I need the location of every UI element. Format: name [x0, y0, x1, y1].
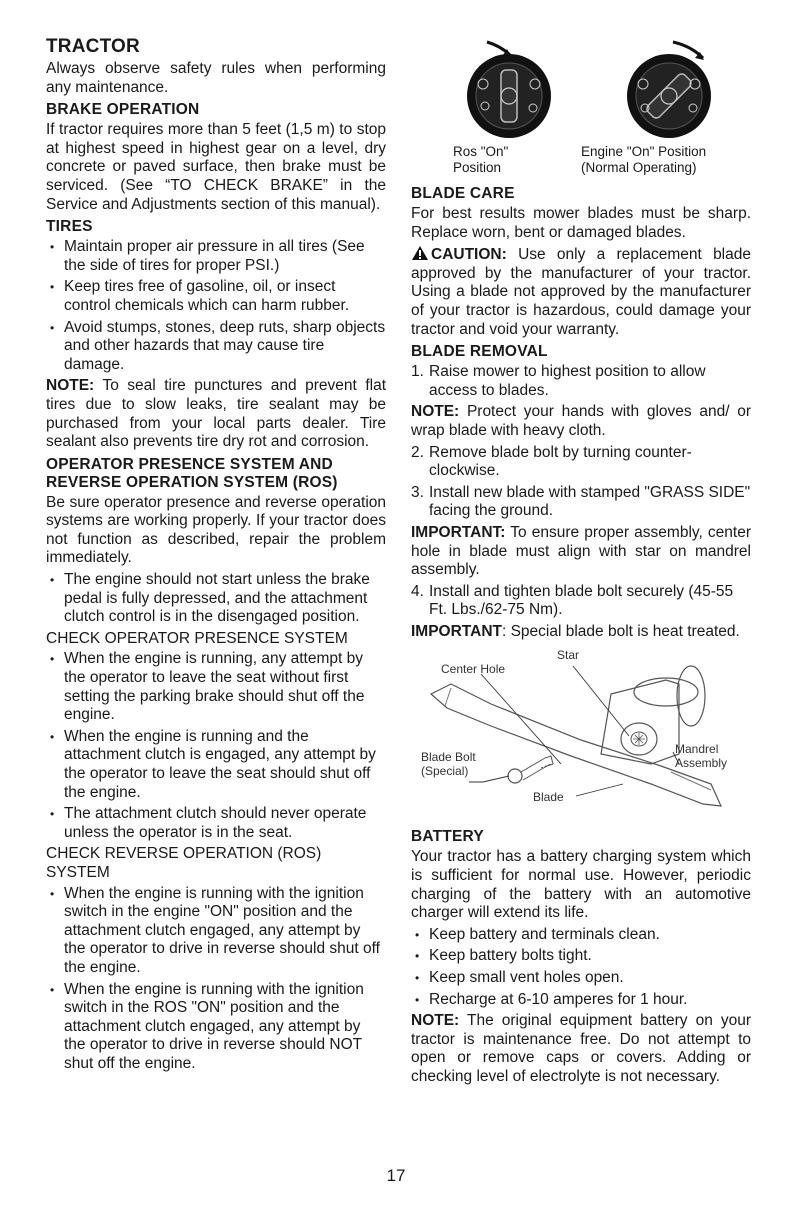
list-item: • The attachment clutch should never operate unless the operator is in the seat. — [50, 805, 367, 841]
tires-heading: TIRES — [46, 218, 93, 236]
fig-label-blade-bolt: Blade Bolt (Special) — [421, 750, 476, 779]
list-item: • When the engine is running with the ignition switch in the engine "ON" position and the attachment clutch engaged, any attempt by the operator to drive in reverse should shut off the engine. — [50, 884, 380, 976]
check-operator-presence-list — [46, 650, 386, 842]
right-column — [411, 36, 751, 1090]
fig-label-mandrel-assembly: Mandrel Assembly — [675, 742, 728, 771]
blade-care-heading: BLADE CARE — [411, 185, 515, 202]
list-item: • When the engine is running, any attempt by the operator to leave the seat without first setting the parking brake should shut off the engine. — [50, 650, 365, 724]
operator-presence-heading: OPERATOR PRESENCE SYSTEM AND REVERSE OPERATION SYSTEM (ROS) — [46, 455, 338, 491]
page-number: 17 — [386, 1166, 406, 1185]
engine-knob-icon — [627, 42, 711, 138]
battery-heading: BATTERY — [411, 828, 484, 846]
list-item: • When the engine is running with the ignition switch in the ROS "ON" position and the attachment clutch engaged, any attempt by the operator to drive in reverse should NOT shut off the engine. — [50, 980, 364, 1072]
blade-assembly-figure — [411, 644, 751, 824]
caution-paragraph: CAUTION: Use only a replacement blade approved by the manufacturer of your tractor. Using a blade not approved by the manufacturer of your tractor is hazardous, could damage your tractor and void your warranty. — [411, 246, 751, 338]
list-item: 4. Install and tighten blade bolt securely (45-55 Ft. Lbs./62-75 Nm). — [411, 582, 734, 619]
tractor-intro: Always observe safety rules when performing any maintenance. — [46, 60, 386, 96]
list-item: 1. Raise mower to highest position to allow access to blades. — [411, 363, 706, 399]
ignition-knob-figure — [411, 36, 751, 181]
fig-label-star: Star — [557, 648, 580, 663]
list-item: • Maintain proper air pressure in all tires (See the side of tires for proper PSI.) — [50, 238, 365, 274]
tires-list — [46, 238, 386, 374]
ignition-knobs-illustration — [411, 36, 751, 141]
ros-knob-icon — [467, 42, 551, 138]
blade-removal-step-4 — [411, 583, 751, 620]
battery-list — [411, 926, 751, 1009]
battery-text: Your tractor has a battery charging system which is sufficient for normal use. However, periodic charging of the battery with an automotive charger will extend its life. — [411, 848, 751, 922]
tractor-heading: TRACTOR — [46, 36, 140, 57]
blade-removal-heading: BLADE REMOVAL — [411, 343, 548, 361]
brake-operation-heading: BRAKE OPERATION — [46, 101, 200, 119]
list-item: • Keep battery bolts tight. — [415, 947, 592, 965]
check-ros-heading: CHECK REVERSE OPERATION (ROS) SYSTEM — [46, 845, 322, 881]
list-item: • The engine should not start unless the brake pedal is fully depressed, and the attachment clutch control is in the disengaged position. — [50, 571, 370, 626]
blade-removal-step-1 — [411, 363, 751, 400]
list-item: • Avoid stumps, stones, deep ruts, sharp objects and other hazards that may cause tire damage. — [50, 318, 386, 373]
check-operator-presence-heading: CHECK OPERATOR PRESENCE SYSTEM — [46, 629, 348, 647]
warning-triangle-icon — [411, 245, 429, 261]
blade-care-text: For best results mower blades must be sharp. Replace worn, bent or damaged blades. — [411, 205, 751, 241]
important-note-2: IMPORTANT: Special blade bolt is heat treated. — [411, 622, 740, 640]
list-item: • Keep battery and terminals clean. — [415, 925, 660, 943]
list-item: • Keep small vent holes open. — [415, 969, 624, 987]
important-note-1: IMPORTANT: To ensure proper assembly, center hole in blade must align with star on mandrel assembly. — [411, 523, 752, 579]
battery-note: NOTE: The original equipment battery on your tractor is maintenance free. Do not attempt to open or remove caps or covers. Adding or checking level of electrolyte is not necessary. — [411, 1012, 751, 1085]
list-item: 3. Install new blade with stamped "GRASS SIDE" facing the ground. — [411, 483, 751, 520]
blade-bolt-icon — [508, 756, 553, 783]
brake-operation-text: If tractor requires more than 5 feet (1,5 m) to stop at highest speed in highest gear on a level, dry concrete or paved surface, then brake must be serviced. (See “TO CHECK BRAKE” in the Service and Adjustments section of this manual). — [46, 121, 386, 213]
blade-removal-steps-2-3 — [411, 444, 751, 521]
fig-label-blade: Blade — [533, 790, 564, 805]
operator-presence-text: Be sure operator presence and reverse operation systems are working properly. If your tractor does not function as described, repair the problem immediately. — [46, 493, 386, 567]
fig-label-center-hole: Center Hole — [441, 662, 506, 677]
list-item: • Keep tires free of gasoline, oil, or insect control chemicals which can harm rubber. — [50, 278, 350, 314]
list-item: 2. Remove blade bolt by turning counter-clockwise. — [411, 443, 692, 480]
left-column — [46, 36, 386, 1077]
list-item: • When the engine is running and the attachment clutch is engaged, any attempt by the operator to leave the seat should shut off the engine. — [50, 727, 376, 801]
engine-knob-caption: Engine "On" Position (Normal Operating) — [581, 144, 707, 175]
list-item: • Recharge at 6-10 amperes for 1 hour. — [415, 990, 688, 1008]
blade-removal-note: NOTE: Protect your hands with gloves and/ or wrap blade with heavy cloth. — [411, 403, 751, 439]
ros-knob-caption: Ros "On" Position — [453, 144, 509, 175]
check-ros-list — [46, 885, 386, 1074]
tires-note: NOTE: To seal tire punctures and prevent flat tires due to slow leaks, tire sealant may be purchased from your local parts dealer. Tire sealant also prevents tire dry rot and corrosion. — [46, 377, 387, 451]
operator-presence-list — [46, 571, 386, 627]
